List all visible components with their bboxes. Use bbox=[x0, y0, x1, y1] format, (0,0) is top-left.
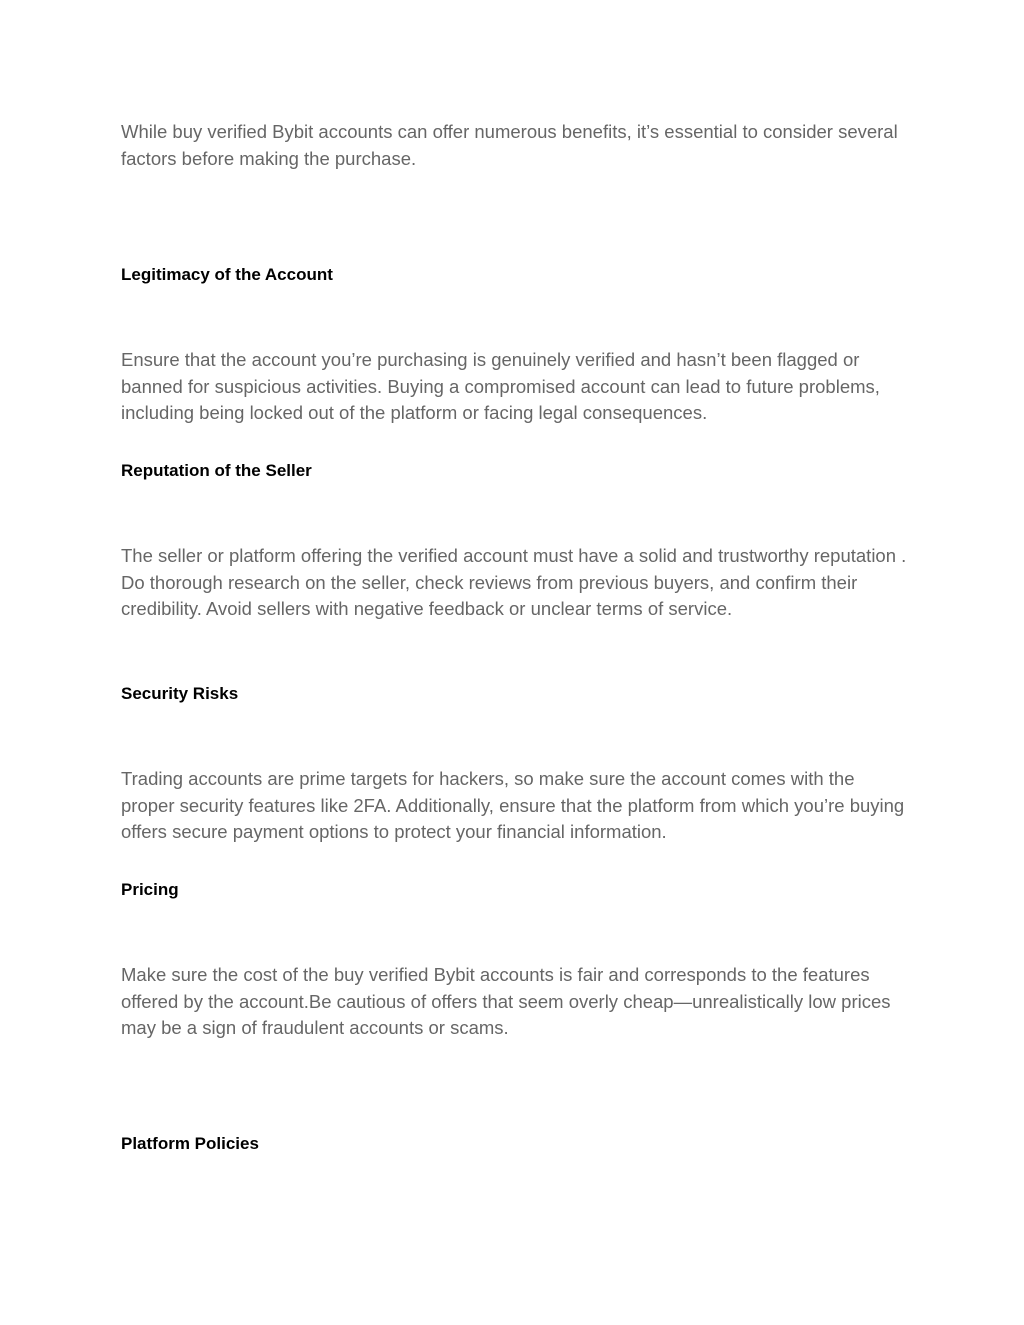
heading-security: Security Risks bbox=[121, 684, 239, 703]
reputation-paragraph: The seller or platform offering the verified account must have a solid and trustworthy reputation . Do thorough research on the seller, check reviews from previous buyers, and confirm their credibility. Avoid sellers with negative feedback or unclear terms of service. bbox=[121, 545, 907, 620]
legitimacy-paragraph: Ensure that the account you’re purchasing is genuinely verified and hasn’t been flagged or banned for suspicious activities. Buying a compromised account can lead to future problems, including being locked out of the platform or facing legal consequences. bbox=[121, 349, 880, 424]
intro-paragraph: While buy verified Bybit accounts can offer numerous benefits, it’s essential to consider several factors before making the purchase. bbox=[121, 121, 898, 169]
heading-reputation: Reputation of the Seller bbox=[121, 461, 312, 480]
pricing-paragraph: Make sure the cost of the buy verified Bybit accounts is fair and corresponds to the features offered by the account.Be cautious of offers that seem overly cheap—unrealistically low prices may be a sign of fraudulent accounts or scams. bbox=[121, 964, 891, 1039]
heading-pricing: Pricing bbox=[121, 880, 179, 899]
security-paragraph: Trading accounts are prime targets for hackers, so make sure the account comes with the proper security features like 2FA. Additionally, ensure that the platform from which you’re buying offers secure payment options to protect your financial information. bbox=[121, 768, 905, 843]
heading-policies: Platform Policies bbox=[121, 1134, 259, 1153]
heading-legitimacy: Legitimacy of the Account bbox=[121, 265, 333, 284]
